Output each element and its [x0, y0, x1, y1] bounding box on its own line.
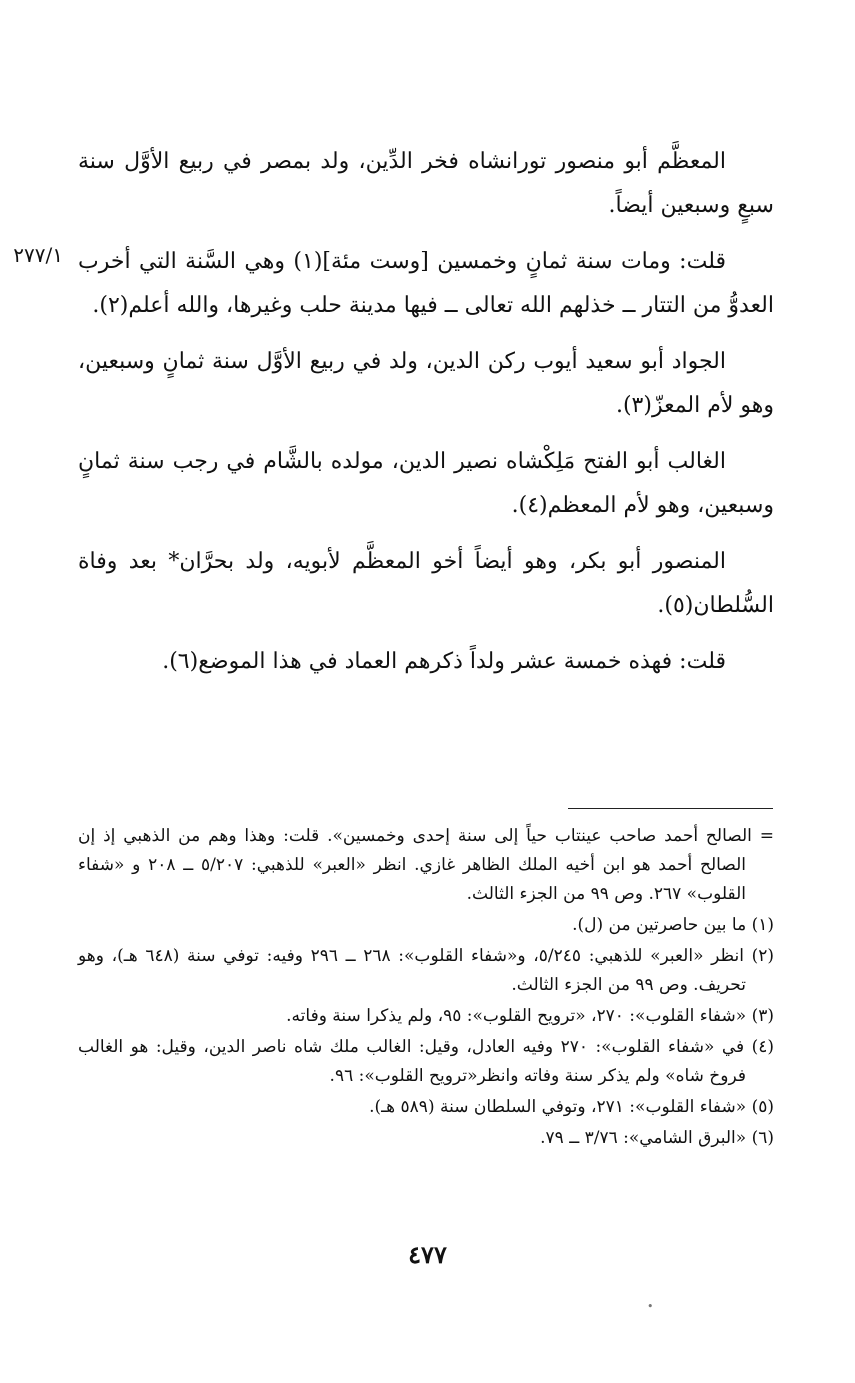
paragraph-2: قلت: ومات سنة ثمانٍ وخمسين [وست مئة](١) وهي السَّنة التي أخرب العدوُّ من التتار ــ خذلهم الله تعالى ــ فيها مدينة حلب وغيرها، والله أعلم(٢). [78, 249, 774, 318]
page-number: ٤٧٧ [408, 1240, 447, 1269]
footnote-3: (٣) «شفاء القلوب»: ٢٧٠، «ترويح القلوب»: ٩٥، ولم يذكرا سنة وفاته. [286, 1006, 774, 1026]
footnote-4: (٤) في «شفاء القلوب»: ٢٧٠ وفيه العادل، وقيل: الغالب ملك شاه ناصر الدين، وقيل: هو الغالب فروخ شاه» ولم يذكر سنة وفاته وانظر«ترويح القلوب»: ٩٦. [78, 1037, 774, 1086]
footnote-6: (٦) «البرق الشامي»: ٣/٧٦ ــ ٧٩. [540, 1128, 774, 1148]
footnote-1: (١) ما بين حاصرتين من (ل). [572, 915, 774, 935]
main-text [78, 140, 774, 696]
footnotes [78, 822, 774, 1155]
paragraph-1: المعظَّم أبو منصور تورانشاه فخر الدِّين، ولد بمصر في ربيع الأوَّل سنة سبعٍ وسبعين أيضاً. [78, 149, 774, 218]
paragraph-3: الجواد أبو سعيد أيوب ركن الدين، ولد في ربيع الأوَّل سنة ثمانٍ وسبعين، وهو لأم المعزّ(٣). [78, 349, 774, 418]
paragraph-4: الغالب أبو الفتح مَلِكْشاه نصير الدين، مولده بالشَّام في رجب سنة ثمانٍ وسبعين، وهو لأم المعظم(٤). [78, 449, 774, 518]
paragraph-6: قلت: فهذه خمسة عشر ولداً ذكرهم العماد في هذا الموضع(٦). [162, 649, 726, 674]
paragraph-5: المنصور أبو بكر، وهو أيضاً أخو المعظَّم لأبويه، ولد بحرَّان* بعد وفاة السُّلطان(٥). [78, 549, 774, 618]
margin-reference: ٢٧٧/١ [13, 243, 63, 267]
footnote-continuation: = الصالح أحمد صاحب عينتاب حياً إلى سنة إحدى وخمسين». قلت: وهذا وهم من الذهبي إذ إن الصالح أحمد هو ابن أخيه الملك الظاهر غازي. انظر «العبر» للذهبي: ٥/٢٠٧ ــ ٢٠٨ و «شفاء القلوب» ٢٦٧. وص ٩٩ من الجزء الثالث. [78, 826, 774, 904]
footnote-2: (٢) انظر «العبر» للذهبي: ٥/٢٤٥، و«شفاء القلوب»: ٢٦٨ ــ ٢٩٦ وفيه: توفي سنة (٦٤٨ هـ)، وهو تحريف. وص ٩٩ من الجزء الثالث. [78, 946, 774, 995]
footnote-5: (٥) «شفاء القلوب»: ٢٧١، وتوفي السلطان سنة (٥٨٩ هـ). [369, 1097, 774, 1117]
scan-speck: • [647, 1300, 654, 1313]
footnote-divider [568, 808, 773, 809]
